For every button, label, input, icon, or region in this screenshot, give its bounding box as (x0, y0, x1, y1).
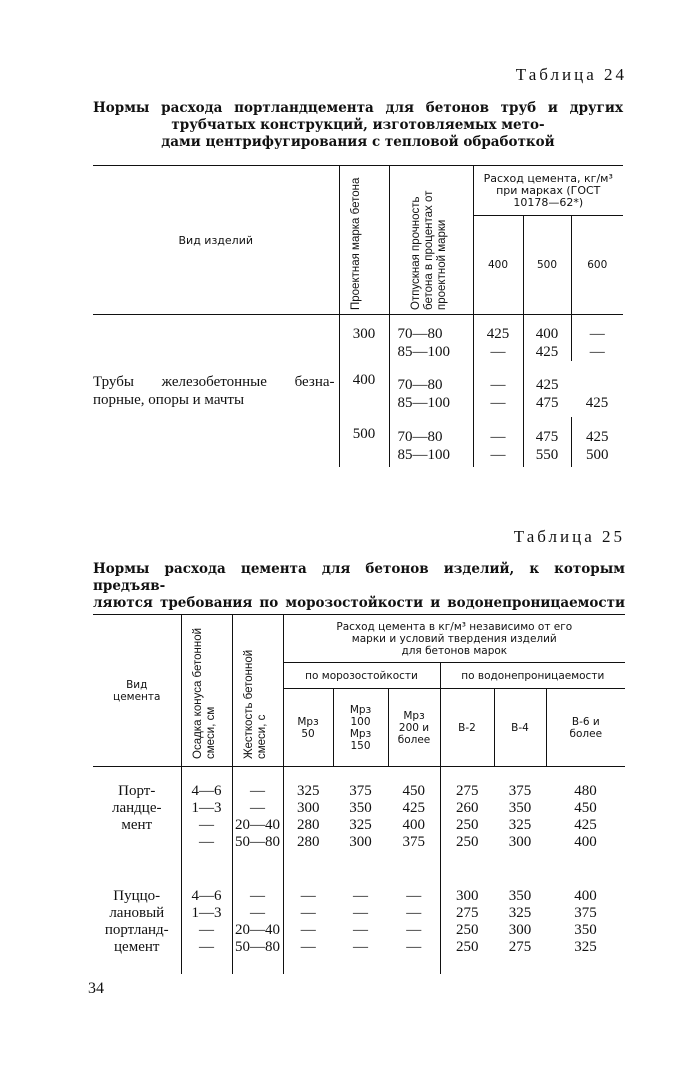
table24-c600-cell: — — (571, 315, 623, 362)
table24-row (93, 315, 623, 362)
table25-value-cell: — — — — (283, 874, 333, 974)
table25-title (93, 561, 625, 612)
table25-value-cell: 275 260 250 250 (440, 767, 494, 874)
table24-label: Таблица 24 (515, 65, 627, 84)
table24-c400-cell: 425 — (473, 315, 523, 362)
table24-grade-cell: 500 (339, 417, 389, 467)
table25-stiffness-cell: — — 20—40 50—80 (232, 767, 283, 874)
table24-header-strength: Отпускная прочность бетона в процентах от проектной марки (389, 166, 473, 315)
table25-value-cell: 375 350 325 300 (508, 783, 532, 850)
table24-c600-cell: 425 500 (571, 417, 623, 467)
table24-header-kind: Вид изделий (93, 166, 339, 315)
table25-header-water: по водонепроницаемости (440, 663, 625, 689)
table25-header-mrz50: Мрз 50 (283, 689, 333, 767)
consumption-line: при марках (ГОСТ (496, 183, 601, 197)
table24-c500-cell: 400 425 (523, 315, 571, 362)
table25-value-cell: 450 425 400 375 (402, 783, 425, 850)
table24-title-line: дами центрифугирования с тепловой обработкой (161, 134, 555, 150)
table25-value-cell: 350 325 300 275 (508, 887, 532, 955)
table25-group (93, 874, 625, 974)
table25-title-line: Нормы расхода цемента для бетонов изделий, к которым предъяв- (93, 561, 625, 594)
table24-header-consumption (473, 166, 623, 216)
table25-header-frost: по морозостойкости (283, 663, 440, 689)
table25-group (93, 767, 625, 874)
table24-header-grade-600: 600 (571, 216, 623, 315)
table25-cement-cell: Порт- ландце- мент (112, 783, 162, 833)
table24-title-line: Нормы расхода портландцемента для бетонов труб и других (93, 100, 623, 116)
table24-product (93, 315, 339, 468)
table24-grade-cell: 300 (339, 315, 389, 362)
table25-header-mrz200: Мрз 200 и более (388, 689, 440, 767)
table24-title (93, 100, 623, 151)
table25-value-cell: — — — — (353, 887, 368, 955)
consumption-line: Расход цемента, кг/м³ (483, 171, 613, 185)
table24-strength-cell: 70—80 85—100 (389, 361, 473, 417)
table24-c500-cell: 475 550 (523, 417, 571, 467)
table25-header-mrz100-150: Мрз 100 Мрз 150 (333, 689, 388, 767)
table24-header-grade: Проектная марка бетона (339, 166, 389, 315)
table25-header-v2: В-2 (440, 689, 494, 767)
table25-header-v6: В-6 и более (546, 689, 625, 767)
table25-cement-cell: Пуццо- лановый портланд- цемент (104, 887, 169, 955)
table24-c500-cell: 425 475 (523, 361, 571, 417)
table24 (93, 165, 623, 467)
product-line: Трубы железобетонные безна- (93, 374, 335, 390)
table25-header-consumption: Расход цемента в кг/м³ независимо от его марки и условий твердения изделий для бетонов марок (283, 615, 625, 663)
consumption-line: 10178—62*) (513, 195, 584, 209)
table24-strength-cell: 70—80 85—100 (389, 417, 473, 467)
table24-c400-cell: — — (473, 417, 523, 467)
table25-value-cell: 400 375 350 325 (574, 887, 597, 955)
table25-label: Таблица 25 (513, 527, 625, 546)
table24-header-grade-400: 400 (473, 216, 523, 315)
table25 (93, 614, 625, 974)
product-line: порные, опоры и мачты (93, 392, 245, 408)
table24-title-line: трубчатых конструкций, изготовляемых мето- (171, 117, 545, 133)
table25-slump-cell: 4—6 1—3 — — (181, 767, 232, 874)
table25-value-cell: 300 275 250 250 (440, 874, 494, 974)
table25-header-stiffness: Жесткость бетонной смеси, с (232, 615, 283, 767)
table24-c600-cell: 425 (585, 395, 609, 411)
page-number: 34 (88, 980, 104, 997)
table25-value-cell: — — — — (406, 887, 422, 955)
table25-value-cell: 325 300 280 280 (283, 767, 333, 874)
table25-value-cell: 375 350 325 300 (349, 783, 372, 850)
table24-grade-cell: 400 (339, 361, 389, 417)
table25-header-v4: В-4 (494, 689, 546, 767)
table24-header-grade-500: 500 (523, 216, 571, 315)
table25-slump-cell: 4—6 1—3 — — (181, 874, 232, 974)
table25-value-cell: 480 450 425 400 (574, 783, 597, 850)
table24-strength-cell: 70—80 85—100 (389, 315, 473, 362)
table25-header-cement: Вид цемента (93, 615, 181, 767)
table25-title-line: ляются требования по морозостойкости и водонепроницаемости (93, 595, 625, 611)
table24-c400-cell: — — (473, 361, 523, 417)
table25-stiffness-cell: — — 20—40 50—80 (232, 874, 283, 974)
table25-header-slump: Осадка конуса бетонной смеси, см (181, 615, 232, 767)
